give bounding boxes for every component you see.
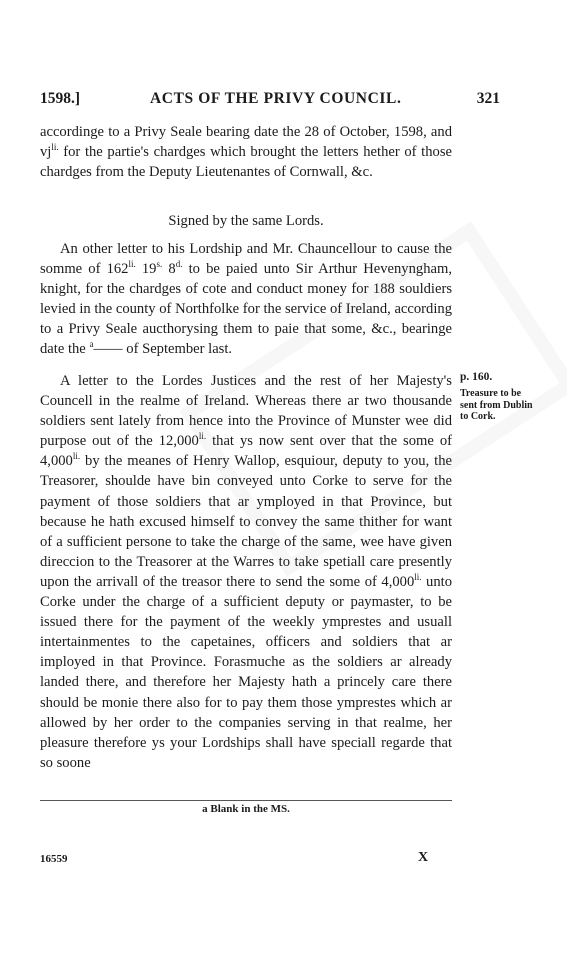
header-year: 1598.] xyxy=(40,90,81,107)
superscript: li. xyxy=(414,572,422,583)
paragraph-continuation xyxy=(40,122,452,182)
text-run: accordinge to a Privy Seale bearing date the 28 of October, 1598, and vj xyxy=(40,124,452,161)
paragraph-letter-justices xyxy=(40,371,452,773)
gathering-signature: X xyxy=(418,850,429,865)
margin-page-ref: p. 160. xyxy=(460,371,493,383)
printer-signature: 16559 xyxy=(40,853,68,865)
superscript: li. xyxy=(198,431,207,442)
paragraph-letter-lordship xyxy=(40,239,452,360)
text-run: to be paied unto Sir Arthur Hevenyngham, knight, for the chardges of cote and conduct money for 188 souldiers levied in the county of Northfolke for the service of Ireland, according to a Privy Seale aucthorysing them to paie that some, &c., bearinge date the xyxy=(40,261,452,358)
superscript: li. xyxy=(51,142,59,153)
footnote-marker: a xyxy=(89,339,94,350)
text-run: 8 xyxy=(162,261,176,278)
superscript: s. xyxy=(156,259,163,270)
text-run: A letter to the Lordes Justices and the rest of her Majesty's Councell in the realme of Ireland. Whereas there ar two thousande soldiers sent lately from hence into the Province of Munster wee did purpose out of the 12,000 xyxy=(40,373,452,450)
footnote: a Blank in the MS. xyxy=(202,803,290,815)
text-run: An other letter to his Lordship and Mr. Chauncellour to cause the somme of 162 xyxy=(40,241,452,278)
superscript: li. xyxy=(72,451,81,462)
text-run: by the meanes of Henry Wallop, esquiour, deputy to you, the Treasorer, shoulde have bin conveyed unto Corke to serve for the payment of those soldiers that ar ymployed in that Province, but because he hath excused himself to convey the same thither for want of a sufficient persone to take the charge of the same, wee have given direccion to the Treasorer at the Warres to take spetiall care presently upon the arrivall of the treasor there to send the some of 4,000 xyxy=(40,453,452,590)
footnote-rule xyxy=(40,800,452,801)
text-run: that ys now sent over that the some of 4,000 xyxy=(40,433,452,470)
text-run: unto Corke under the charge of a sufficient deputy or paymaster, to be issued there for the payment of the weekly ymprestes and usuall intertainmentes to the capetaines, officers and soldiers that ar imployed in that Province. Forasmuche as the soldiers ar already landed there, and therefore her Majesty hath a princely care there should be monie there also for to pay them those ymprestes which ar allowed by her order to the companies serving in that realme, her pleasure therefore ys your Lordships shall have speciall regarde that so soone xyxy=(40,573,453,771)
superscript: d. xyxy=(175,259,183,270)
text-run: for the partie's chardges which brought the letters hether of those chardges from the Deputy Lieutenantes of Cornwall, &c. xyxy=(40,144,452,181)
margin-note: Treasure to be sent from Dublin to Cork. xyxy=(460,388,533,422)
text-run: 19 xyxy=(135,261,157,278)
superscript: li. xyxy=(128,259,136,270)
signed-line: Signed by the same Lords. xyxy=(168,213,324,229)
running-header xyxy=(40,90,500,112)
text-run: —— of September last. xyxy=(93,341,233,358)
header-title: ACTS OF THE PRIVY COUNCIL. xyxy=(150,90,402,107)
page-number: 321 xyxy=(476,90,500,107)
